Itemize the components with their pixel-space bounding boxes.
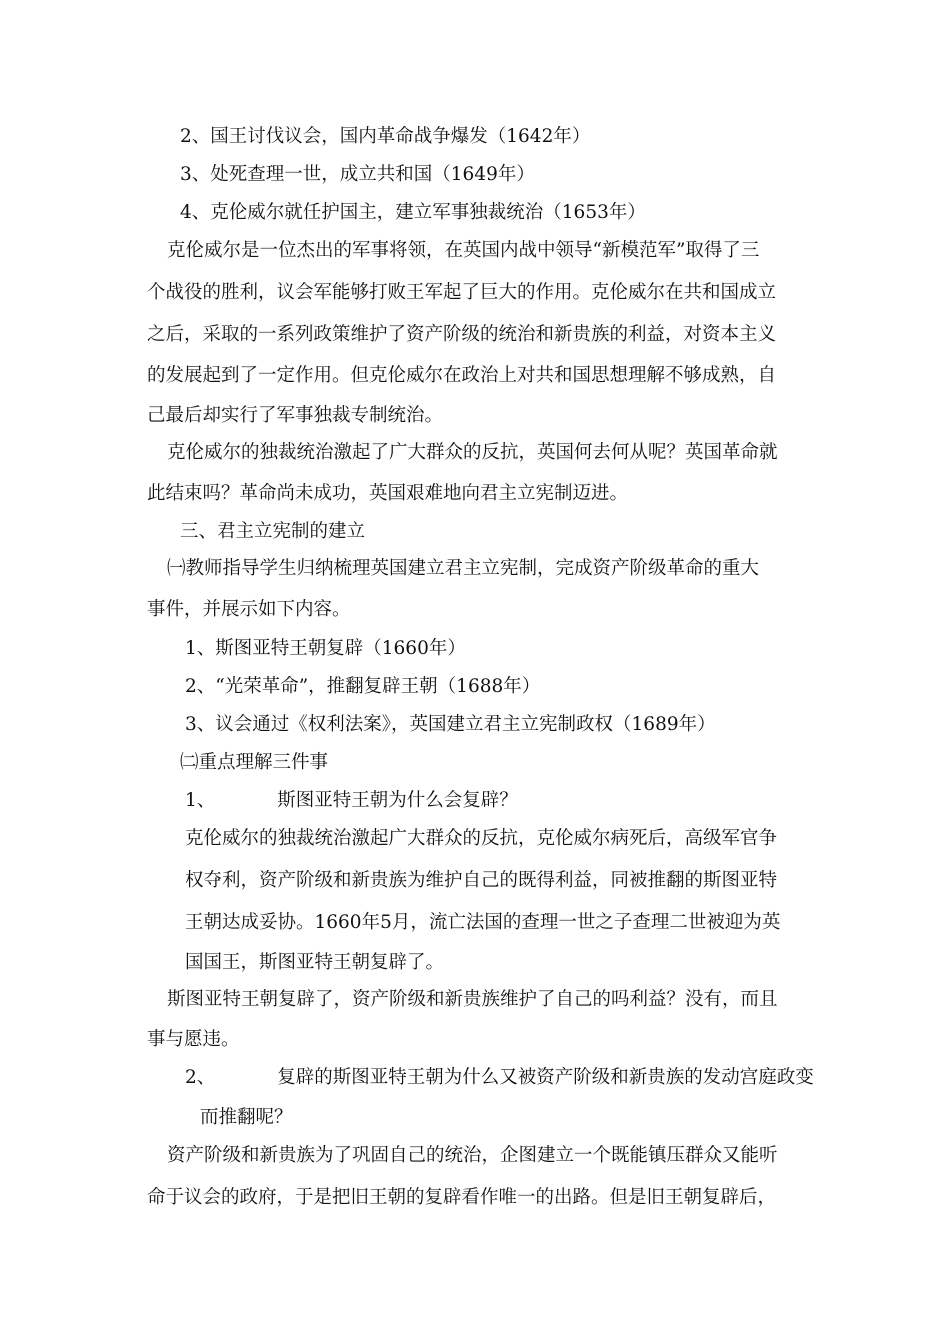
answer-line: 权夺利，资产阶级和新贵族为维护自己的既得利益，同被推翻的斯图亚特	[185, 870, 778, 891]
paragraph-line: 的发展起到了一定作用。但克伦威尔在政治上对共和国思想理解不够成熟，自	[147, 365, 777, 386]
paragraph-line: 事件，并展示如下内容。	[147, 599, 351, 620]
question-number: 1、	[185, 790, 216, 811]
list-item-protectorate: 4、克伦威尔就任护国主，建立军事独裁统治（1653年）	[180, 202, 646, 223]
paragraph-line: 命于议会的政府，于是把旧王朝的复辟看作唯一的出路。但是旧王朝复辟后，	[147, 1187, 777, 1208]
paragraph-line: 之后，采取的一系列政策维护了资产阶级的统治和新贵族的利益，对资本主义	[147, 324, 777, 345]
answer-line: 王朝达成妥协。1660年5月，流亡法国的查理一世之子查理二世被迎为英	[185, 912, 781, 933]
question-heading	[185, 1066, 814, 1090]
question-continuation: 而推翻呢？	[200, 1107, 293, 1128]
list-item-civil-war: 2、国王讨伐议会，国内革命战争爆发（1642年）	[180, 126, 591, 147]
answer-line: 克伦威尔的独裁统治激起广大群众的反抗，克伦威尔病死后，高级军官争	[185, 828, 778, 849]
paragraph-line: 资产阶级和新贵族为了巩固自己的统治，企图建立一个既能镇压群众又能听	[167, 1145, 778, 1166]
list-item-commonwealth: 3、处死查理一世，成立共和国（1649年）	[180, 164, 535, 185]
paragraph-line: 斯图亚特王朝复辟了，资产阶级和新贵族维护了自己的吗利益？没有，而且	[167, 989, 778, 1010]
list-item-bill-of-rights: 3、议会通过《权利法案》，英国建立君主立宪制政权（1689年）	[185, 714, 716, 735]
paragraph-line: 己最后却实行了军事独裁专制统治。	[147, 405, 444, 426]
answer-line: 国国王，斯图亚特王朝复辟了。	[185, 952, 445, 973]
list-item-restoration: 1、斯图亚特王朝复辟（1660年）	[185, 638, 466, 659]
question-text: 斯图亚特王朝为什么会复辟？	[277, 790, 518, 811]
paragraph-line: ㈠教师指导学生归纳梳理英国建立君主立宪制，完成资产阶级革命的重大	[167, 558, 760, 579]
section-heading: 三、君主立宪制的建立	[180, 521, 366, 542]
question-number: 2、	[185, 1067, 216, 1088]
question-heading	[185, 789, 518, 813]
paragraph-line: 个战役的胜利，议会军能够打败王军起了巨大的作用。克伦威尔在共和国成立	[147, 282, 777, 303]
paragraph-line: 克伦威尔的独裁统治激起了广大群众的反抗，英国何去何从呢？英国革命就	[167, 442, 778, 463]
paragraph-line: 事与愿违。	[147, 1029, 240, 1050]
list-item-glorious-revolution: 2、“光荣革命”，推翻复辟王朝（1688年）	[185, 676, 541, 697]
paragraph-line: 克伦威尔是一位杰出的军事将领，在英国内战中领导“新模范军”取得了三	[167, 240, 760, 261]
question-text: 复辟的斯图亚特王朝为什么又被资产阶级和新贵族的发动宫庭政变	[277, 1067, 814, 1088]
subsection-heading: ㈡重点理解三件事	[180, 752, 329, 773]
paragraph-line: 此结束吗？革命尚未成功，英国艰难地向君主立宪制迈进。	[147, 483, 629, 504]
